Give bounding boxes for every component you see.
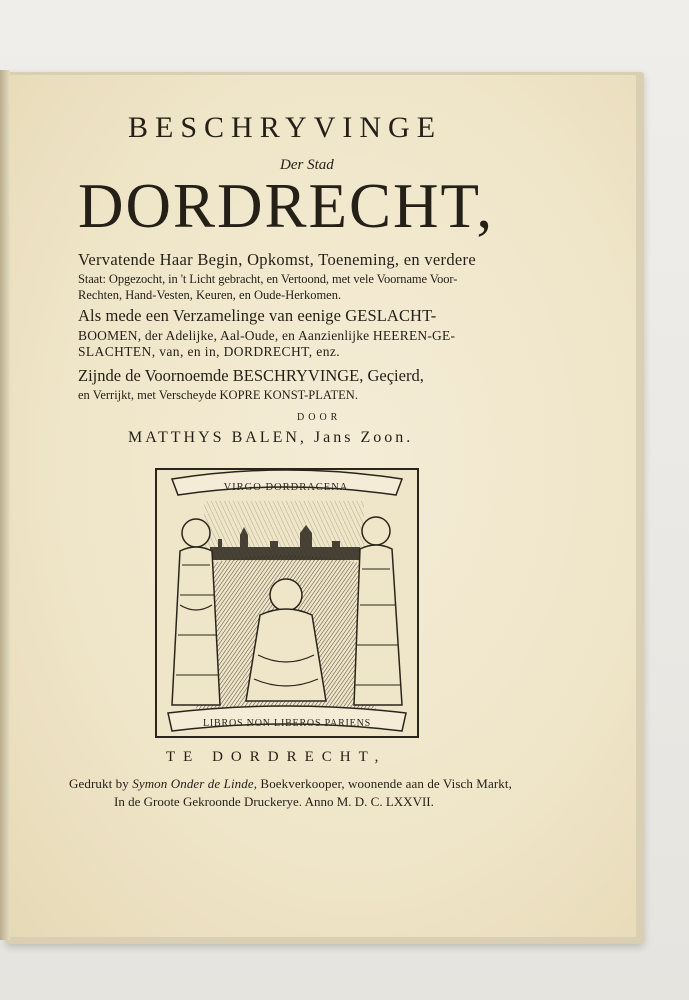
imprint-line-1 bbox=[69, 777, 512, 790]
description-line-8: en Verrijkt, met Verscheyde KOPRE KONST-PLATEN. bbox=[78, 388, 358, 402]
city-title: DORDRECHT, bbox=[78, 171, 495, 241]
by-label: DOOR bbox=[297, 412, 342, 423]
book-spine bbox=[0, 70, 10, 940]
page-heading: BESCHRYVINGE bbox=[128, 111, 443, 144]
imprint-printer: Symon Onder de Linde bbox=[132, 776, 254, 791]
title-page bbox=[10, 75, 636, 937]
bottom-banner-motto: LIBROS NON LIBEROS PARIENS bbox=[203, 718, 371, 729]
description-line-6: SLACHTEN, van, en in, DORDRECHT, enz. bbox=[78, 344, 341, 359]
woodcut-illustration bbox=[150, 465, 422, 740]
imprint-suffix: , Boekverkooper, woonende aan de Visch Markt, bbox=[253, 776, 512, 791]
description-line-2: Staat: Opgezocht, in 't Licht gebracht, en Vertoond, met vele Voorname Voor- bbox=[78, 272, 458, 286]
author-name: MATTHYS BALEN, Jans Zoon. bbox=[128, 429, 414, 446]
imprint-prefix: Gedrukt by bbox=[69, 776, 129, 791]
description-line-4: Als mede een Verzamelinge van eenige GESLACHT- bbox=[78, 306, 437, 325]
description-line-1: Vervatende Haar Begin, Opkomst, Toeneming, en verdere bbox=[78, 250, 476, 269]
description-line-3: Rechten, Hand-Vesten, Keuren, en Oude-Herkomen. bbox=[78, 288, 342, 302]
title-text-block bbox=[10, 75, 636, 937]
imprint-line-2: In de Groote Gekroonde Druckerye. Anno M. D. C. LXXVII. bbox=[114, 794, 434, 809]
top-banner-motto: VIRGO DORDRACENA bbox=[223, 482, 349, 493]
description-line-7: Zijnde de Voornoemde BESCHRYVINGE, Geçierd, bbox=[78, 366, 424, 385]
place-of-publication: TE DORDRECHT, bbox=[166, 749, 387, 765]
description-line-5: BOOMEN, der Adelijke, Aal-Oude, en Aanzienlijke HEEREN-GE- bbox=[78, 328, 456, 343]
page-subheading: Der Stad bbox=[280, 157, 334, 173]
